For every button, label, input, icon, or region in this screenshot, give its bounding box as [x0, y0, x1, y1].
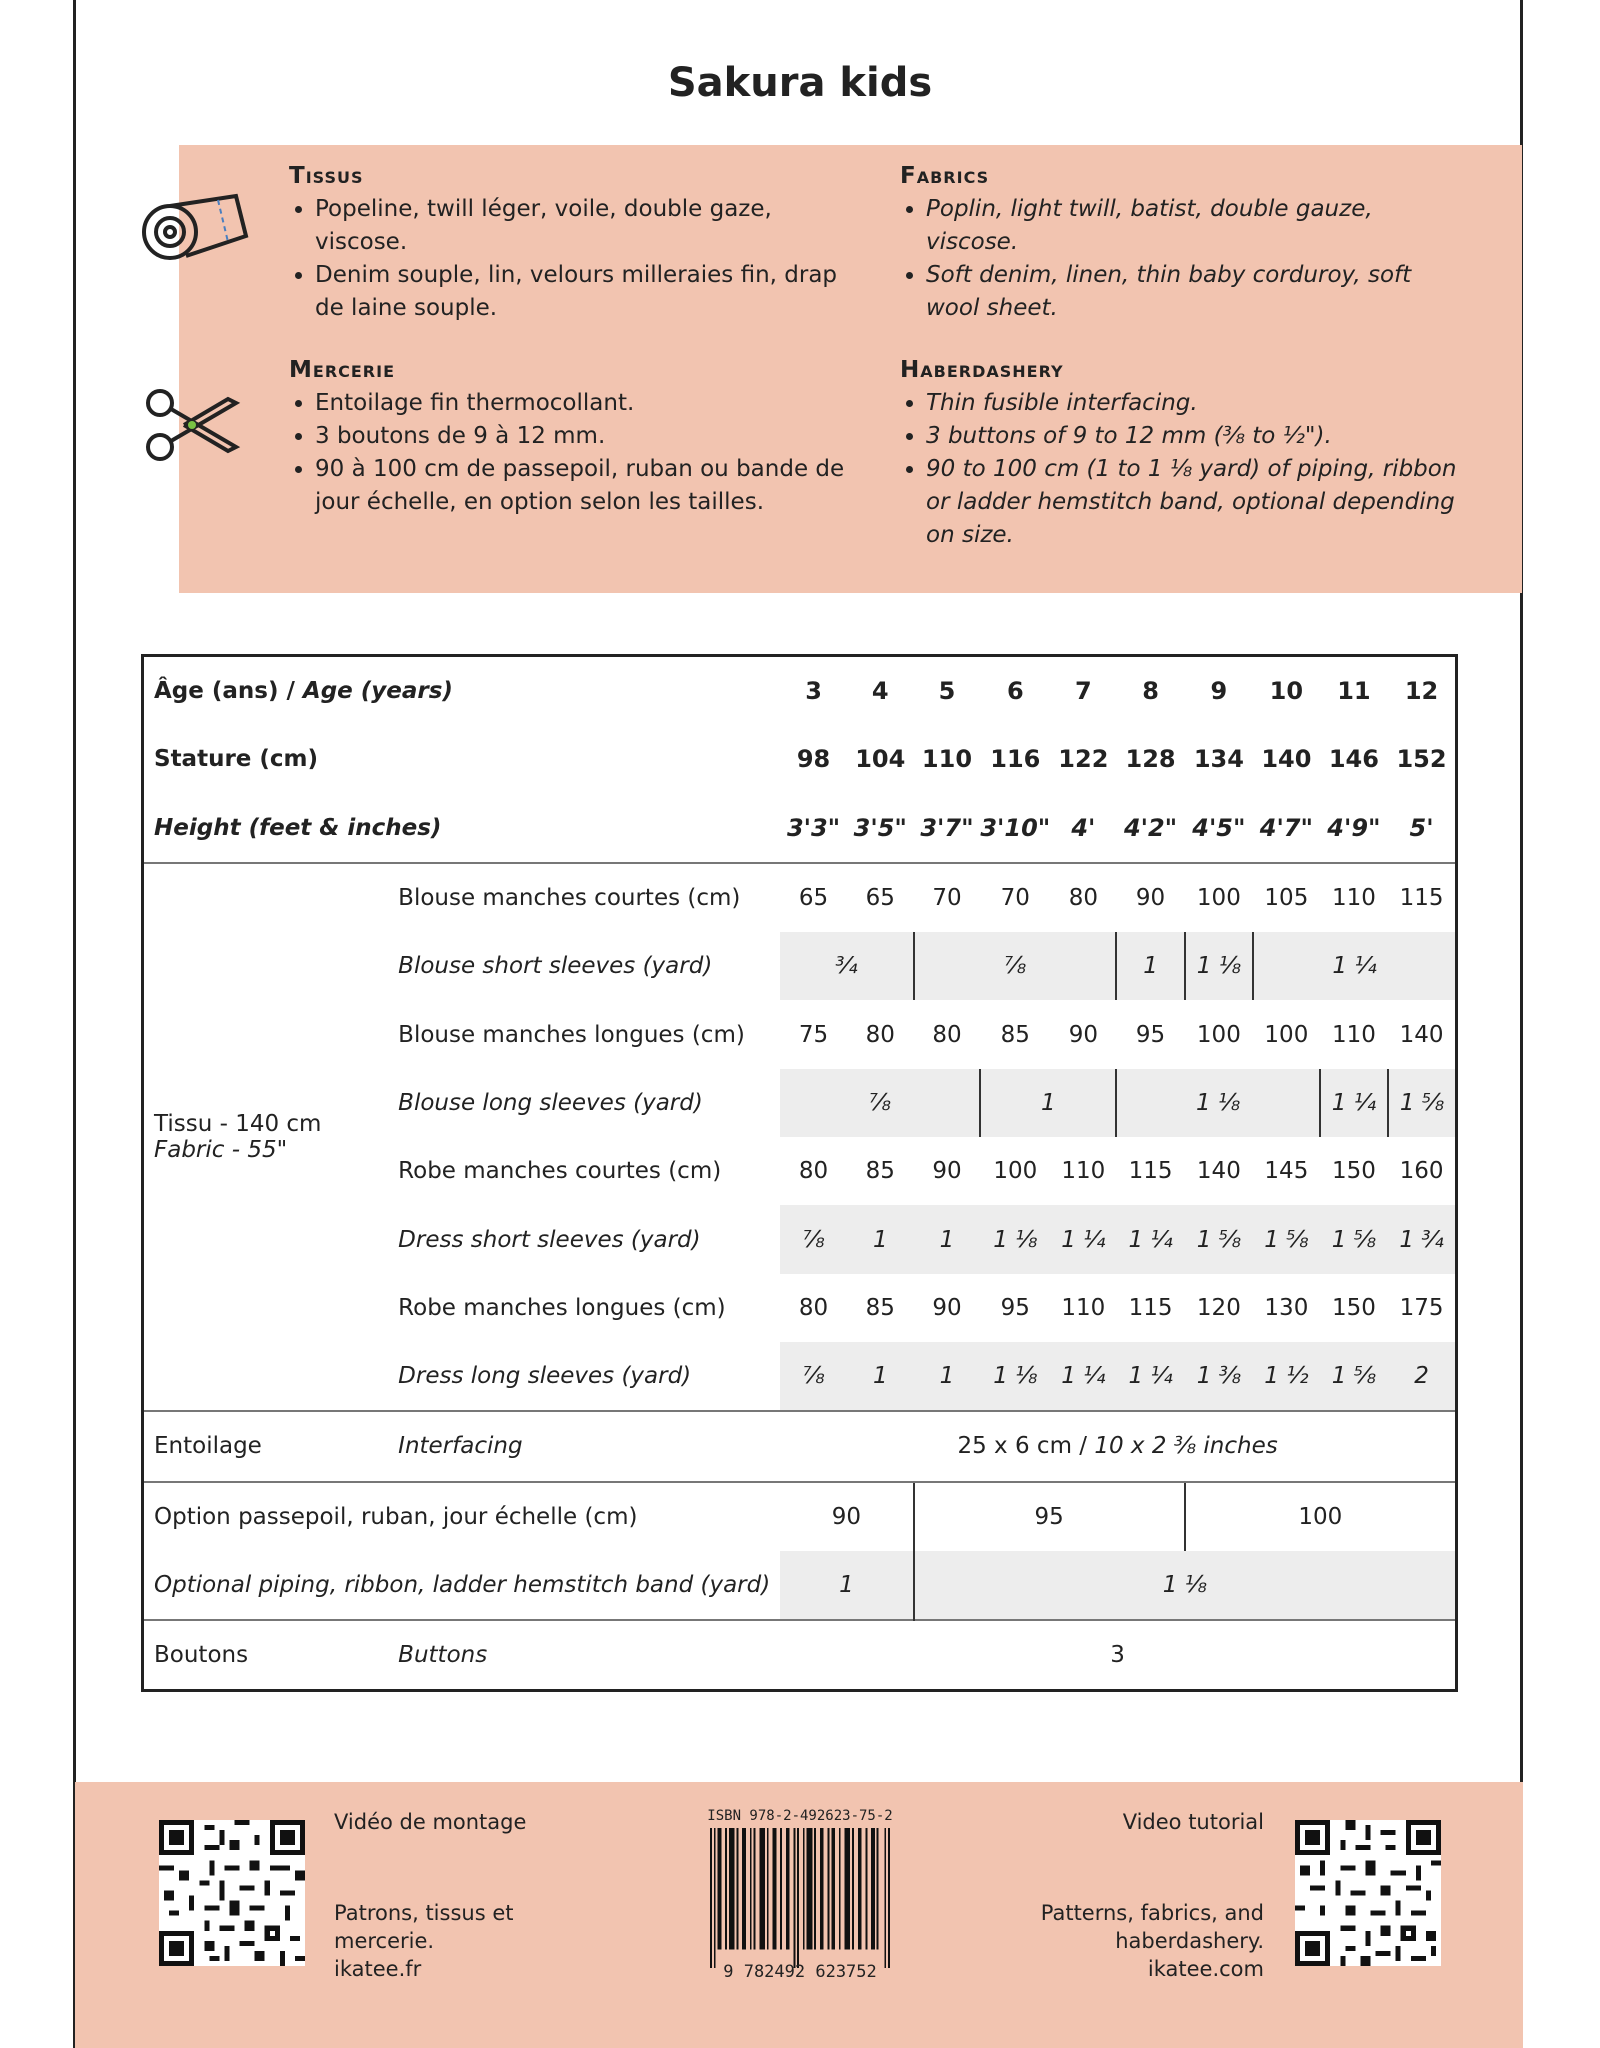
table-row: [143, 1411, 1457, 1481]
table-cell: 1 ⅛: [1185, 932, 1253, 1000]
table-cell: 8: [1142, 677, 1159, 706]
table-cell: ⅞: [914, 932, 1117, 1000]
table-cell: 1 ¾: [1388, 1205, 1456, 1273]
table-cell: 90: [932, 1294, 962, 1321]
table-cell: 11: [1337, 677, 1371, 706]
table-cell: 1 ¼: [1116, 1205, 1184, 1273]
table-cell: 104: [855, 745, 906, 774]
table-cell: 1 ⅛: [1116, 1069, 1319, 1137]
table-cell: 90: [932, 1158, 962, 1185]
row-label: Robe manches courtes (cm): [398, 1158, 722, 1185]
row-label: Option passepoil, ruban, jour échelle (cm): [143, 1482, 781, 1551]
row-label: Dress long sleeves (yard): [398, 1363, 692, 1390]
table-cell: 4'7": [1259, 813, 1313, 842]
table-cell: 1: [914, 1205, 981, 1273]
list-item: • 3 buttons of 9 to 12 mm (⅜ to ½").: [926, 420, 1460, 453]
video-tutorial-fr: Vidéo de montage: [334, 1810, 527, 1834]
table-cell: 80: [1050, 863, 1116, 932]
table-cell: 1: [1116, 932, 1184, 1000]
row-label: Buttons: [388, 1620, 780, 1691]
table-cell: 160: [1399, 1158, 1444, 1185]
table-cell: 3'3": [786, 813, 841, 842]
left-page-edge: [73, 0, 76, 2048]
list-item: • Entoilage fin thermocollant.: [315, 387, 849, 420]
row-label: Blouse short sleeves (yard): [398, 953, 713, 980]
age-label-en: Age (years): [302, 678, 453, 705]
barcode-block: [680, 1808, 920, 1982]
table-cell: 1 ⅝: [1185, 1205, 1253, 1273]
row-label: Interfacing: [388, 1411, 780, 1481]
table-cell: 7: [1075, 677, 1092, 706]
table-cell: 5': [1409, 813, 1434, 842]
table-cell: 152: [1396, 745, 1447, 774]
video-tutorial-en: Video tutorial: [1122, 1810, 1264, 1834]
table-cell: 100: [1185, 1482, 1457, 1551]
table-cell: ⅞: [780, 1205, 847, 1273]
table-cell: 85: [1000, 1021, 1030, 1048]
table-cell: 5: [938, 677, 956, 706]
table-cell: 4'2": [1123, 813, 1178, 842]
table-cell: 25 x 6 cm / 10 x 2 ⅜ inches: [780, 1411, 1456, 1481]
row-label: Boutons: [143, 1620, 389, 1691]
table-cell: 100: [1196, 1021, 1241, 1048]
table-cell: 10: [1269, 677, 1304, 706]
table-cell: 12: [1404, 677, 1439, 706]
table-cell: 2: [1388, 1342, 1456, 1411]
table-cell: 110: [1331, 1021, 1376, 1048]
table-cell: 140: [1261, 745, 1312, 774]
row-label: Blouse long sleeves (yard): [398, 1089, 703, 1116]
table-cell: 80: [932, 1021, 962, 1048]
table-cell: 1: [980, 1069, 1116, 1137]
row-label: Blouse manches longues (cm): [398, 1021, 745, 1048]
table-cell: 90: [780, 1482, 913, 1551]
table-cell: 95: [1135, 1021, 1166, 1048]
table-cell: 80: [798, 1158, 829, 1185]
table-cell: ¾: [780, 932, 913, 1000]
table-cell: 1 ¼: [1116, 1342, 1184, 1411]
stature-label: Stature (cm): [154, 746, 319, 773]
size-chart-table: [141, 654, 1458, 1692]
notions-en-heading: Haberdashery: [900, 357, 1064, 383]
table-cell: 128: [1125, 745, 1176, 774]
table-cell: ⅞: [780, 1069, 980, 1137]
list-item: • 90 à 100 cm de passepoil, ruban ou bande de jour échelle, en option selon les tailles.: [315, 453, 849, 519]
scissors-icon: [144, 385, 244, 465]
table-cell: 70: [980, 863, 1050, 932]
table-cell: 110: [1061, 1294, 1106, 1321]
table-cell: 9: [1210, 677, 1228, 706]
fabrics-fr-section: [289, 160, 849, 325]
table-cell: 4'9": [1327, 813, 1381, 842]
row-label: Entoilage: [143, 1411, 389, 1481]
table-cell: 1 ¼: [1320, 1069, 1388, 1137]
table-cell: 3: [805, 677, 822, 706]
table-cell: 1 ¼: [1253, 932, 1456, 1000]
table-cell: 70: [914, 863, 981, 932]
height-label: Height (feet & inches): [154, 814, 442, 841]
table-cell: 4'5": [1192, 813, 1246, 842]
website-link-fr[interactable]: ikatee.fr: [334, 1957, 422, 1981]
list-item: • Thin fusible interfacing.: [926, 387, 1460, 420]
notions-en-section: [900, 354, 1460, 552]
table-cell: 110: [921, 745, 973, 774]
table-cell: 100: [1264, 1021, 1309, 1048]
table-cell: 3'10": [980, 813, 1051, 842]
list-item: • Denim souple, lin, velours milleraies fin, drap de laine souple.: [315, 259, 849, 325]
list-item: • Poplin, light twill, batist, double gauze, viscose.: [926, 193, 1460, 259]
table-cell: 105: [1253, 863, 1320, 932]
notions-fr-section: [289, 354, 849, 519]
table-cell: 80: [798, 1294, 829, 1321]
table-cell: 3'7": [920, 813, 974, 842]
table-cell: 1 ⅝: [1253, 1205, 1320, 1273]
table-cell: 140: [1399, 1021, 1444, 1048]
list-item: • 3 boutons de 9 à 12 mm.: [315, 420, 849, 453]
table-cell: 1 ⅛: [980, 1205, 1050, 1273]
table-row: [143, 794, 1457, 863]
table-cell: 145: [1264, 1158, 1309, 1185]
table-cell: 80: [865, 1021, 895, 1048]
table-cell: 1 ¼: [1050, 1342, 1116, 1411]
table-cell: 140: [1196, 1158, 1241, 1185]
table-row: [143, 1620, 1457, 1691]
table-cell: 65: [780, 863, 847, 932]
table-cell: 115: [1128, 1158, 1173, 1185]
table-cell: 3: [780, 1620, 1456, 1691]
table-cell: 116: [990, 745, 1041, 774]
table-cell: 122: [1058, 745, 1109, 774]
isbn-text: ISBN 978-2-492623-75-2: [707, 1808, 893, 1824]
table-cell: 100: [993, 1158, 1038, 1185]
table-cell: 150: [1331, 1158, 1376, 1185]
fabrics-fr-heading: Tissus: [289, 163, 364, 189]
notions-fr-heading: Mercerie: [289, 357, 396, 383]
table-cell: 1 ¼: [1050, 1205, 1116, 1273]
table-cell: 75: [798, 1021, 829, 1048]
table-cell: 120: [1196, 1294, 1241, 1321]
qr-code-en-icon: [1295, 1820, 1441, 1966]
list-item: • Soft denim, linen, thin baby corduroy, soft wool sheet.: [926, 259, 1460, 325]
table-cell: 1 ⅛: [914, 1551, 1457, 1620]
table-cell: 1 ⅜: [1185, 1342, 1253, 1411]
row-label: Optional piping, ribbon, ladder hemstitch band (yard): [154, 1572, 771, 1598]
table-cell: 85: [865, 1294, 895, 1321]
table-cell: 95: [914, 1482, 1185, 1551]
table-cell: 90: [1068, 1021, 1098, 1048]
table-cell: 115: [1128, 1294, 1173, 1321]
row-label: Blouse manches courtes (cm): [388, 863, 780, 932]
shop-info-fr: Patrons, tissus et mercerie. ikatee.fr: [334, 1901, 514, 1981]
fabric-width-label: Tissu - 140 cm Fabric - 55": [143, 863, 389, 1411]
website-link-en[interactable]: ikatee.com: [1147, 1957, 1264, 1981]
table-cell: ⅞: [780, 1342, 847, 1411]
table-cell: 3'5": [853, 813, 907, 842]
barcode-digits: 9 782492 623752: [723, 1962, 877, 1982]
table-cell: 146: [1328, 745, 1379, 774]
table-cell: 130: [1264, 1294, 1309, 1321]
table-cell: 1: [847, 1342, 914, 1411]
page-title: Sakura kids: [667, 60, 933, 106]
age-label: Âge (ans) /: [154, 678, 303, 705]
table-cell: 134: [1193, 745, 1244, 774]
table-cell: 1: [847, 1205, 914, 1273]
list-item: • Popeline, twill léger, voile, double gaze, viscose.: [315, 193, 849, 259]
fabric-roll-icon: [140, 190, 250, 270]
table-cell: 6: [1006, 677, 1024, 706]
table-row: [143, 863, 1457, 932]
qr-code-fr-icon: [159, 1820, 305, 1966]
table-row: [143, 1551, 1457, 1620]
table-cell: 1 ½: [1253, 1342, 1320, 1411]
table-cell: 1 ⅛: [980, 1342, 1050, 1411]
table-cell: 110: [1320, 863, 1388, 932]
table-cell: 1 ⅝: [1320, 1342, 1388, 1411]
table-cell: 65: [847, 863, 914, 932]
table-cell: 175: [1399, 1294, 1444, 1321]
table-cell: 1 ⅝: [1320, 1205, 1388, 1273]
row-label: Robe manches longues (cm): [398, 1294, 726, 1321]
table-cell: 1: [780, 1551, 913, 1620]
table-cell: 115: [1388, 863, 1456, 932]
table-cell: 85: [865, 1158, 895, 1185]
fabrics-en-heading: Fabrics: [900, 163, 990, 189]
shop-info-en: Patterns, fabrics, and haberdashery. ikatee.com: [1000, 1899, 1264, 1983]
list-item: • 90 to 100 cm (1 to 1 ⅛ yard) of piping, ribbon or ladder hemstitch band, optional depending on size.: [926, 453, 1460, 552]
table-cell: 150: [1331, 1294, 1376, 1321]
table-cell: 100: [1185, 863, 1253, 932]
table-row: [143, 656, 1457, 726]
table-row: [143, 1482, 1457, 1551]
barcode-icon: [710, 1828, 890, 1968]
row-label: Dress short sleeves (yard): [398, 1226, 701, 1253]
table-row: [143, 725, 1457, 793]
table-cell: 95: [1000, 1294, 1030, 1321]
table-cell: 110: [1061, 1158, 1106, 1185]
table-cell: 98: [796, 745, 831, 774]
table-cell: 90: [1116, 863, 1184, 932]
table-cell: 4: [871, 677, 889, 706]
table-cell: 1: [914, 1342, 981, 1411]
table-cell: 4': [1071, 813, 1096, 842]
fabrics-en-section: [900, 160, 1460, 325]
table-cell: 1 ⅝: [1388, 1069, 1456, 1137]
